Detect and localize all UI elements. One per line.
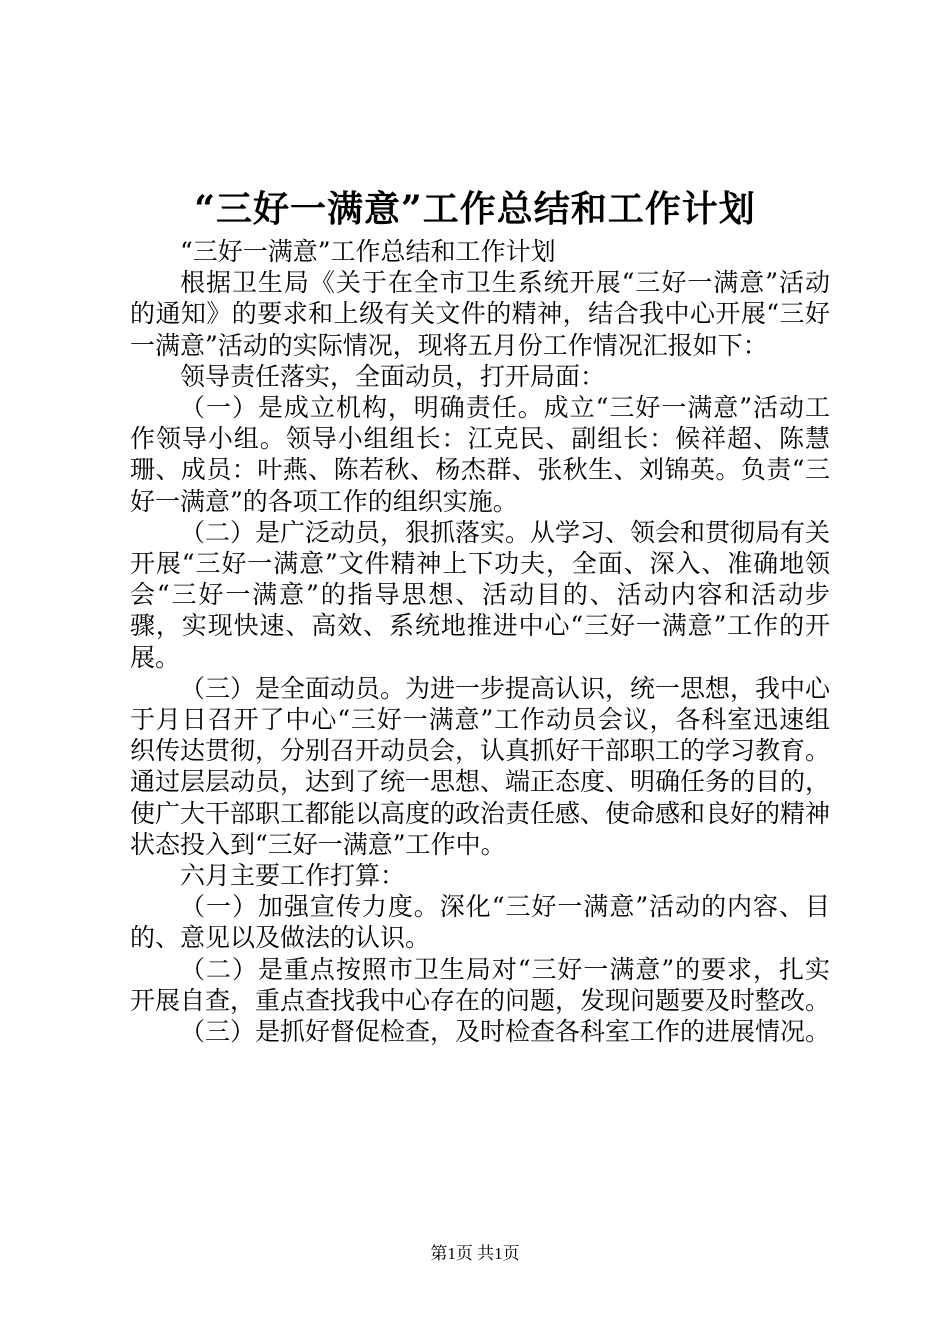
page-footer: 第1页 共1页 (430, 1244, 520, 1263)
paragraph-plan-2: （二）是重点按照市卫生局对“三好一满意”的要求，扎实开展自查，重点查找我中心存在的问题，发现问题要及时整改。 (130, 954, 831, 1015)
paragraph-heading-leadership: 领导责任落实，全面动员，打开局面： (180, 361, 606, 391)
paragraph-item-1: （一）是成立机构，明确责任。成立“三好一满意”活动工作领导小组。领导小组组长：江克民、副组长：候祥超、陈慧珊、成员：叶燕、陈若秋、杨杰群、张秋生、刘锦英。负责“三好一满意”的各项工作的组织实施。 (130, 393, 830, 516)
paragraph-plan-3: （三）是抓好督促检查，及时检查各科室工作的进展情况。 (180, 1017, 831, 1047)
paragraph-intro: 根据卫生局《关于在全市卫生系统开展“三好一满意”活动的通知》的要求和上级有关文件的精神，结合我中心开展“三好一满意”活动的实际情况，现将五月份工作情况汇报如下： (130, 268, 830, 360)
paragraph-subtitle: “三好一满意”工作总结和工作计划 (180, 237, 556, 266)
paragraph-plan-1: （一）加强宣传力度。深化“三好一满意”活动的内容、目的、意见以及做法的认识。 (130, 892, 830, 953)
document-title: “三好一满意”工作总结和工作计划 (194, 188, 756, 230)
document-body (130, 236, 830, 1047)
paragraph-heading-june-plan: 六月主要工作打算： (180, 861, 406, 891)
paragraph-item-3: （三）是全面动员。为进一步提高认识，统一思想，我中心于月日召开了中心“三好一满意”工作动员会议，各科室迅速组织传达贯彻，分别召开动员会，认真抓好干部职工的学习教育。通过层层动员，达到了统一思想、端正态度、明确任务的目的，使广大干部职工都能以高度的政治责任感、使命感和良好的精神状态投入到“三好一满意”工作中。 (130, 673, 831, 859)
paragraph-item-2: （二）是广泛动员，狠抓落实。从学习、领会和贯彻局有关开展“三好一满意”文件精神上下功夫，全面、深入、准确地领会“三好一满意”的指导思想、活动目的、活动内容和活动步骤，实现快速、高效、系统地推进中心“三好一满意”工作的开展。 (130, 517, 831, 672)
